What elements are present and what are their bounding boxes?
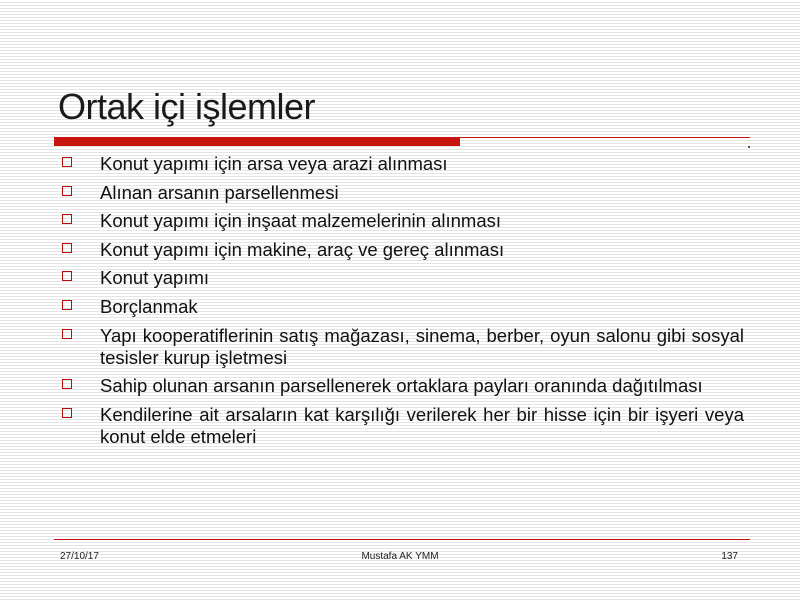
bullet-item [58,375,744,397]
footer-date: 27/10/17 [60,551,99,562]
bullet-item [58,325,744,369]
bullet-text: Borçlanmak [100,295,198,317]
square-bullet-icon [62,243,72,253]
corner-mark [748,146,750,148]
square-bullet-icon [62,271,72,281]
bullet-item [58,239,744,261]
bullet-text: Sahip olunan arsanın parsellenerek ortaklara payları oranında dağıtılması [100,375,703,397]
bullet-item [58,153,744,175]
square-bullet-icon [62,186,72,196]
square-bullet-icon [62,408,72,418]
slide-title: Ortak içi işlemler [58,86,316,127]
square-bullet-icon [62,329,72,339]
title-underline-thick [54,137,460,146]
title-underline-thin [460,137,750,138]
bullet-list [58,153,744,454]
square-bullet-icon [62,300,72,310]
footer-page-number: 137 [721,551,738,562]
bullet-item [58,182,744,204]
square-bullet-icon [62,157,72,167]
bullet-text: Alınan arsanın parsellenmesi [100,181,339,203]
square-bullet-icon [62,379,72,389]
footer-author: Mustafa AK YMM [361,551,439,562]
bullet-text: Konut yapımı için inşaat malzemelerinin alınması [100,210,502,232]
bullet-text: Konut yapımı için makine, araç ve gereç alınması [100,238,505,260]
bullet-text: Konut yapımı [100,267,210,289]
bullet-text: Kendilerine ait arsaların kat karşılığı verilerek her bir hisse için bir işyeri veya konut elde etmeleri [100,403,744,447]
bullet-item [58,296,744,318]
bullet-item [58,404,744,448]
square-bullet-icon [62,214,72,224]
bullet-text: Yapı kooperatiflerinin satış mağazası, sinema, berber, oyun salonu gibi sosyal tesisler kurup işletmesi [100,324,744,368]
footer-divider [54,539,750,540]
bullet-item [58,267,744,289]
bullet-text: Konut yapımı için arsa veya arazi alınması [100,153,448,174]
bullet-item [58,210,744,232]
